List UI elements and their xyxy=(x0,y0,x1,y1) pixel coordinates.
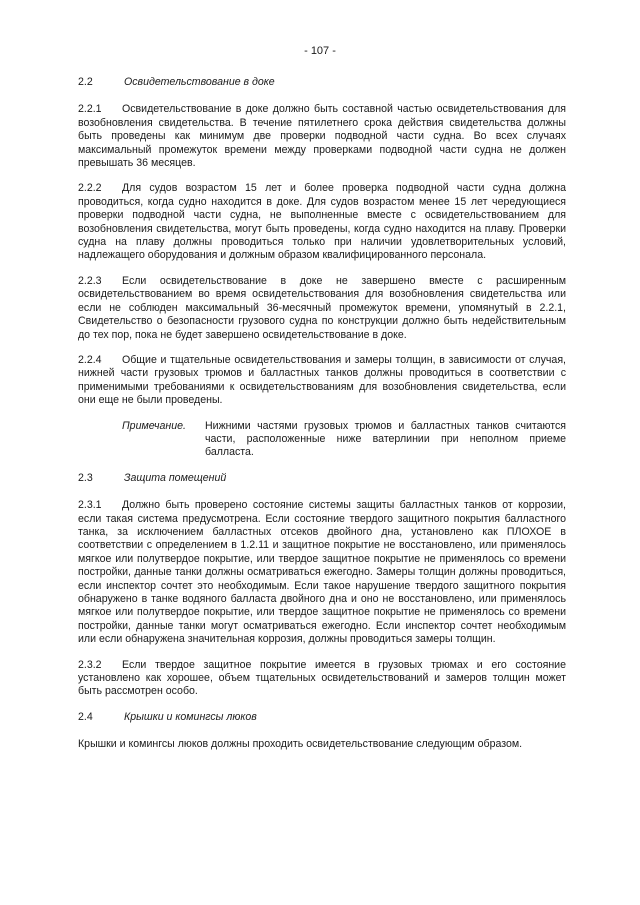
section-title: Защита помещений xyxy=(124,471,227,484)
paragraph-number: 2.2.1 xyxy=(78,103,102,116)
paragraph-2-2-4 xyxy=(78,354,566,408)
paragraph-text: Если освидетельствование в доке не завершено вместе с расширенным освидетельствованием во время освидетельствования для возобновления свидетельства или если не соблюден максимальный 36-месячный промежуток времени, упомянутый в 2.2.1, Свидетельство о безопасности грузового судна по конструкции должно быть недействительным до тех пор, пока не будет завершено освидетельствование в доке. xyxy=(78,274,566,341)
section-heading-2-4 xyxy=(78,711,566,724)
note-text: Нижними частями грузовых трюмов и балластных танков считаются части, расположенные ниже ватерлинии при неполном приеме балласта. xyxy=(205,419,566,459)
note-label: Примечание. xyxy=(122,419,186,432)
note-block xyxy=(122,420,566,460)
paragraph-text: Освидетельствование в доке должно быть составной частью освидетельствования для возобновления свидетельства. В течение пятилетнего срока действия свидетельства должны быть проведены как минимум две проверки подводной части судна. Во всех случаях максимальный промежуток времени между проверками подводной части судна не должен превышать 36 месяцев. xyxy=(78,103,566,170)
document-body xyxy=(78,76,566,764)
paragraph-number: 2.2.4 xyxy=(78,353,102,366)
section-heading-2-2 xyxy=(78,76,566,89)
section-number: 2.3 xyxy=(78,471,93,484)
section-number: 2.2 xyxy=(78,76,93,88)
paragraph-number: 2.2.2 xyxy=(78,182,102,195)
paragraph-2-3-1 xyxy=(78,499,566,646)
paragraph-text: Крышки и комингсы люков должны проходить освидетельствование следующим образом. xyxy=(78,738,523,751)
paragraph-text: Если твердое защитное покрытие имеется в грузовых трюмах и его состояние установлено как хорошее, объем тщательных освидетельствований и замеров толщин может быть рассмотрен особо. xyxy=(78,658,566,698)
page-number: - 107 - xyxy=(304,45,336,57)
paragraph-2-2-2 xyxy=(78,182,566,262)
paragraph-2-2-1 xyxy=(78,103,566,170)
paragraph-2-4-intro xyxy=(78,738,566,751)
section-heading-2-3 xyxy=(78,472,566,485)
paragraph-2-2-3 xyxy=(78,275,566,342)
section-title: Крышки и комингсы люков xyxy=(124,710,257,723)
paragraph-text: Для судов возрастом 15 лет и более проверка подводной части судна должна проводиться, когда судно находится в доке. Для судов возрастом менее 15 лет чередующиеся проверки подводной части судна, не выполненные вместе с освидетельствованием для возобновления свидетельства, могут быть проведены, когда судно находится на плаву. Проверки судна на плаву должны проводиться только при наличии удовлетворительных условий, надлежащего оборудования и должным образом квалифицированного персонала. xyxy=(78,182,566,262)
paragraph-2-3-2 xyxy=(78,659,566,699)
paragraph-text: Общие и тщательные освидетельствования и замеры толщин, в зависимости от случая, нижней части грузовых трюмов и балластных танков должны проводиться в соответствии с применимыми требованиями к освидетельствованиям для возобновления свидетельства, если они еще не были проведены. xyxy=(78,353,566,407)
paragraph-number: 2.2.3 xyxy=(78,274,102,287)
section-number: 2.4 xyxy=(78,710,93,723)
section-title: Освидетельствование в доке xyxy=(124,76,275,88)
paragraph-number: 2.3.2 xyxy=(78,658,102,671)
paragraph-number: 2.3.1 xyxy=(78,499,102,512)
paragraph-text: Должно быть проверено состояние системы защиты балластных танков от коррозии, если такая система предусмотрена. Если состояние твердого защитного покрытия балластного танка, за исключением балластных отсеков двойного дна, установлено как ПЛОХОЕ в соответствии с определением в 1.2.11 и защитное покрытие не восстановлено, или применялось мягкое или полутвердое покрытие, или твердое защитное покрытие не применялось со времени постройки, данные танки должны осматриваться ежегодно. Замеры толщин должны проводиться, если инспектор сочтет это необходимым. Если такое нарушение твердого защитного покрытия обнаружено в танке водяного балласта двойного дна и оно не восстановлено, или применялось мягкое или полутвердое покрытие, или твердое защитное покрытие не применялось со времени постройки, данные танки могут осматриваться ежегодно. Если инспектор сочтет необходимым или если обнаружена значительная коррозия, должны проводиться замеры толщин. xyxy=(78,499,566,646)
